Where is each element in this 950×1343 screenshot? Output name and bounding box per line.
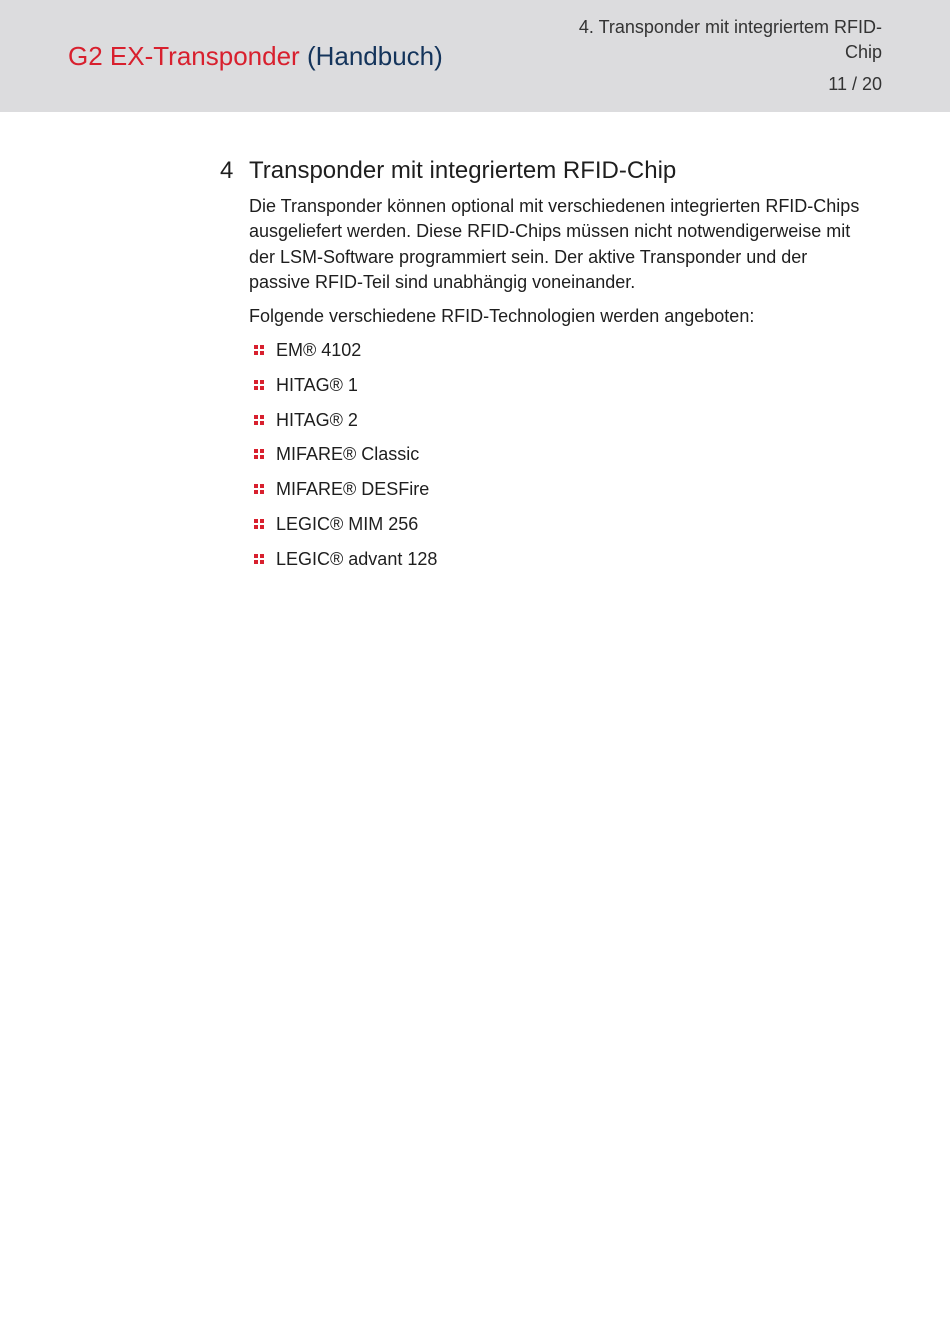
document-title — [68, 40, 443, 72]
manual-label: (Handbuch) — [306, 41, 443, 71]
product-name: G2 EX-Transponder — [68, 41, 300, 71]
intro-paragraph: Die Transponder können optional mit verschiedenen integrierten RFID-Chips ausgeliefert werden. Diese RFID-Chips müssen nicht notwendigerweise mit der LSM-Software programmiert sein. Der aktive Transponder und der passive RFID-Teil sind unabhängig voneinander. — [249, 196, 860, 292]
square-bullet-icon — [254, 449, 265, 460]
list-item-label: LEGIC® MIM 256 — [276, 513, 419, 534]
list-item-label: LEGIC® advant 128 — [276, 548, 438, 569]
page-number: 11 / 20 — [828, 74, 882, 94]
square-bullet-icon — [254, 484, 265, 495]
lead-in-text: Folgende verschiedene RFID-Technologien werden angeboten: — [249, 306, 755, 326]
rfid-technology-list — [249, 338, 437, 582]
list-item — [249, 442, 437, 477]
list-item-label: MIFARE® Classic — [276, 444, 420, 465]
list-item-label: EM® 4102 — [276, 340, 362, 360]
list-item — [249, 477, 437, 512]
section-title: Transponder mit integriertem RFID-Chip — [249, 157, 677, 184]
list-item — [249, 408, 437, 443]
page-header — [0, 0, 950, 112]
section-number: 4 — [220, 157, 234, 184]
list-item-label: MIFARE® DESFire — [276, 479, 430, 500]
list-item — [249, 512, 437, 547]
list-item-label: HITAG® 2 — [276, 409, 358, 430]
square-bullet-icon — [254, 519, 265, 530]
list-item — [249, 338, 437, 373]
square-bullet-icon — [254, 380, 265, 391]
list-item — [249, 547, 437, 582]
chapter-reference: 4. Transponder mit integriertem RFID-Chip — [578, 17, 882, 62]
list-item — [249, 373, 437, 408]
square-bullet-icon — [254, 415, 265, 426]
square-bullet-icon — [254, 554, 265, 565]
square-bullet-icon — [254, 345, 265, 356]
list-item-label: HITAG® 1 — [276, 374, 358, 395]
